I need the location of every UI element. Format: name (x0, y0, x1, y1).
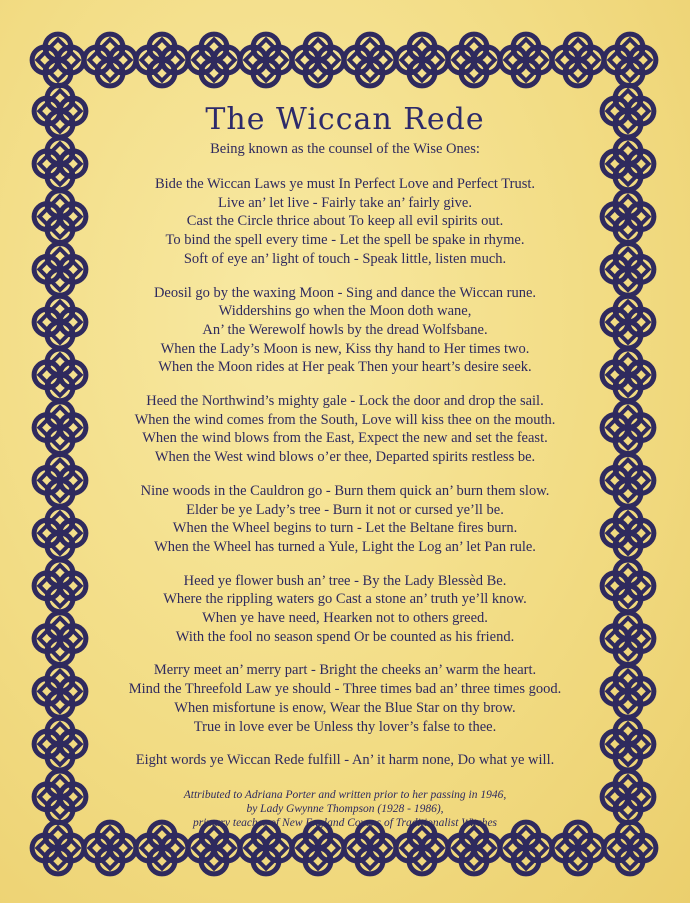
knot-tile (34, 349, 86, 401)
attribution-line: by Lady Gwynne Thompson (1928 - 1986), (246, 802, 444, 815)
knot-tile (34, 244, 86, 296)
verse-line: When the West wind blows o’er thee, Departed spirits restless be. (154, 449, 536, 466)
knot-tile (34, 402, 86, 454)
knot-tile (602, 349, 654, 401)
verse-line: Mind the Threefold Law ye should - Three times bad an’ three times good. (128, 681, 562, 698)
verse-line: Nine woods in the Cauldron go - Burn them quick an’ burn them slow. (140, 482, 550, 499)
verse-line: When ye have need, Hearken not to others greed. (202, 610, 488, 627)
verse-line: Where the rippling waters go Cast a stone an’ truth ye’ll know. (163, 591, 527, 608)
knot-tile (34, 771, 86, 823)
knot-tile (188, 34, 240, 86)
knot-tile (34, 507, 86, 559)
verse-line: When the wind blows from the East, Expect the new and set the feast. (142, 430, 548, 447)
stanza (95, 482, 595, 557)
knot-tile (602, 191, 654, 243)
verse-line: Live an’ let live - Fairly take an’ fairly give. (218, 194, 472, 211)
knot-tile (396, 34, 448, 86)
stanza (95, 284, 595, 378)
verse-line: Soft of eye an’ light of touch - Speak little, listen much. (183, 250, 507, 267)
knot-tile (34, 138, 86, 190)
knot-tile (602, 402, 654, 454)
knot-tile (602, 244, 654, 296)
stanza (95, 392, 595, 467)
knot-tile (602, 507, 654, 559)
verse-line: Widdershins go when the Moon doth wane, (218, 303, 472, 320)
knot-tile (500, 34, 552, 86)
verse-line: When misfortune is enow, Wear the Blue Star on thy brow. (174, 699, 516, 716)
knot-tile (602, 85, 654, 137)
knot-tile (240, 34, 292, 86)
verse-line: When the Wheel has turned a Yule, Light the Log an’ let Pan rule. (154, 538, 536, 555)
knot-tile (602, 613, 654, 665)
page-title: The Wiccan Rede (205, 102, 485, 137)
verse-line: Deosil go by the waxing Moon - Sing and dance the Wiccan rune. (153, 284, 537, 301)
verse-line: When the Wheel begins to turn - Let the Beltane fires burn. (172, 520, 518, 537)
verse-line: Merry meet an’ merry part - Bright the cheeks an’ warm the heart. (153, 662, 537, 679)
knot-tile (136, 34, 188, 86)
knot-tile (34, 613, 86, 665)
knot-tile (602, 455, 654, 507)
knot-tile (34, 560, 86, 612)
knot-tile (34, 191, 86, 243)
knot-tile (602, 718, 654, 770)
page-subtitle: Being known as the counsel of the Wise Ones: (210, 141, 480, 157)
knot-tile (84, 34, 136, 86)
knot-tile (552, 34, 604, 86)
verse-line: True in love ever be Unless thy lover’s false to thee. (193, 718, 497, 735)
stanza (95, 175, 595, 269)
attribution (95, 788, 595, 830)
knot-tile (602, 560, 654, 612)
knot-tile (34, 666, 86, 718)
knot-tile (602, 138, 654, 190)
stanza (95, 572, 595, 647)
verse-line: Heed the Northwind’s mighty gale - Lock the door and drop the sail. (146, 393, 544, 410)
verse-line: When the Lady’s Moon is new, Kiss thy hand to Her times two. (160, 340, 530, 357)
verse-line: To bind the spell every time - Let the spell be spake in rhyme. (165, 232, 525, 249)
knot-tile (292, 34, 344, 86)
knot-tile (34, 718, 86, 770)
knot-tile (32, 34, 84, 86)
knot-tile (344, 34, 396, 86)
verse-line: Heed ye flower bush an’ tree - By the Lady Blessèd Be. (183, 572, 507, 589)
knot-tile (602, 666, 654, 718)
verse-line: An’ the Werewolf howls by the dread Wolfsbane. (202, 321, 488, 338)
knot-tile (448, 34, 500, 86)
verse-line: When the wind comes from the South, Love will kiss thee on the mouth. (134, 411, 556, 428)
knot-tile (32, 822, 84, 874)
knot-tile (604, 822, 656, 874)
knot-tile (34, 296, 86, 348)
stanza (95, 661, 595, 736)
knot-tile (604, 34, 656, 86)
attribution-line: primary teacher of New England Covens of Traditionalist Witches (192, 816, 498, 829)
verse-line: Bide the Wiccan Laws ye must In Perfect Love and Perfect Trust. (154, 176, 536, 192)
knot-tile (602, 771, 654, 823)
closing-stanza (95, 751, 595, 770)
verse-line: When the Moon rides at Her peak Then your heart’s desire seek. (158, 359, 532, 376)
knot-tile (34, 85, 86, 137)
verse-line: Eight words ye Wiccan Rede fulfill - An’ it harm none, Do what ye will. (135, 752, 555, 769)
rede-text-block (95, 100, 595, 829)
verse-line: With the fool no season spend Or be counted as his friend. (175, 628, 515, 645)
verse-line: Elder be ye Lady’s tree - Burn it not or cursed ye’ll be. (186, 501, 504, 518)
verse-line: Cast the Circle thrice about To keep all evil spirits out. (186, 213, 504, 230)
knot-tile (602, 296, 654, 348)
knot-tile (34, 455, 86, 507)
attribution-line: Attributed to Adriana Porter and written prior to her passing in 1946, (183, 788, 507, 801)
